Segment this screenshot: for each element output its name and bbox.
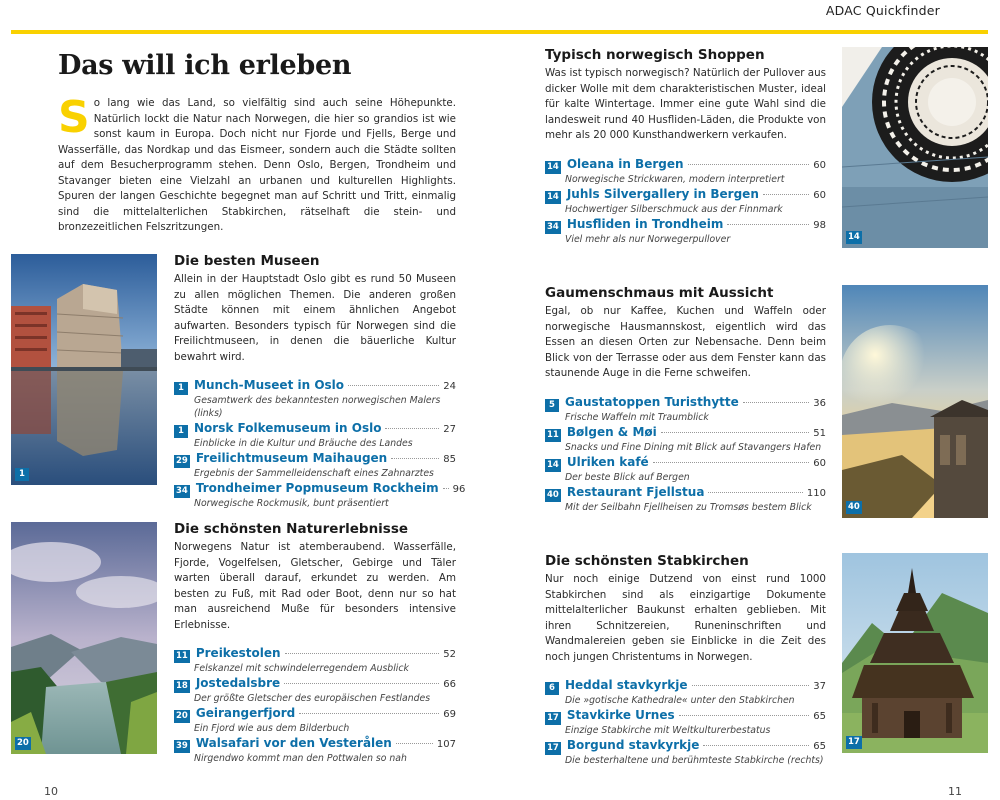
item-number-badge: 18 (176, 681, 188, 691)
leader-dots (396, 743, 433, 744)
item-link[interactable]: Juhls Silvergallery in Bergen (566, 186, 759, 201)
stave-church-illustration (842, 553, 988, 753)
page-reference: 60 (813, 189, 826, 201)
header-brand: ADAC Quickfinder (825, 3, 940, 18)
item-description: Frische Waffeln mit Traumblick (565, 411, 709, 423)
item-description: Der größte Gletscher des europäischen Festlandes (194, 693, 431, 704)
leader-dots (703, 745, 809, 746)
list-item (545, 738, 826, 767)
page-reference: 107 (436, 739, 456, 750)
page-reference: 69 (443, 709, 456, 720)
section-nature (174, 521, 456, 766)
photo-munch-museum (11, 254, 157, 485)
list-item (545, 217, 826, 246)
item-link[interactable]: Bølgen & Møi (566, 424, 657, 439)
item-link[interactable]: Preikestolen (195, 646, 281, 660)
leader-dots (653, 462, 810, 463)
leader-dots (348, 385, 439, 386)
item-link[interactable]: Stavkirke Urnes (566, 708, 675, 722)
item-link[interactable]: Freilichtmuseum Maihaugen (195, 451, 388, 465)
intro-dropcap: S (58, 92, 90, 143)
item-description: Gesamtwerk des bekanntesten norwegischen Malers (links) (194, 395, 441, 419)
list-item (545, 678, 826, 707)
item-number-badge: 40 (547, 489, 559, 500)
section-text: Norwegens Natur ist atemberaubend. Wasserfälle, Fjorde, Vogelfelsen, Gletscher, Gebirge und Täler warten überall darauf, erkundet zu werden. Am besten zu Fuß, mit Rad oder Boot, denn nur so hat man ausreichend Muße für besonders intensive Erlebnisse. (174, 541, 456, 631)
fjord-illustration (11, 522, 157, 754)
intro-text: o lang wie das Land, so vielfältig sind auch seine Höhepunkte. Natürlich lockt die Natur nach Norwegen, die hier so grandios ist wie sonst kaum in Europa. Doch nicht nur Fjorde und Fjells, Berge und Wasserfälle, das Nordkap und das Eismeer, sondern auch die Städte sollten auf dem Besucherprogramm stehen. Denn Oslo, Bergen, Trondheim und Stavanger bieten eine Vielzahl an urbanen und kulturellen Highlights. Spuren der langen Geschichte begegnet man auf Schritt und Tritt, einmalig sind die mittelalterlichen Stabkirchen, rätselhaft die stein- und bronzezeitlichen Felszritzungen. (58, 97, 456, 233)
photo-badge: 40 (848, 502, 860, 512)
item-link[interactable]: Jostedalsbre (195, 676, 281, 690)
item-number-badge: 14 (547, 161, 559, 172)
section-text: Allein in der Hauptstadt Oslo gibt es rund 50 Museen zu allen möglichen Themen. Die anderen großen Städte können mit einem ähnlichen Angebot aufwarten. Besonders typisch für Norwegen sind die Freilichtmuseen, in denen die bäuerliche Kultur bewahrt wird. (174, 273, 456, 363)
page-reference: 37 (813, 681, 826, 692)
list-item (545, 157, 826, 186)
item-number-badge: 34 (176, 486, 188, 496)
list-item (545, 708, 826, 737)
leader-dots (763, 194, 809, 195)
page-reference: 60 (813, 457, 826, 469)
section-stave-churches (545, 553, 826, 768)
highlight-list (174, 646, 456, 765)
leader-dots (299, 713, 439, 714)
section-title: Die besten Museen (174, 253, 320, 269)
page-reference: 36 (813, 397, 826, 409)
leader-dots (661, 432, 810, 433)
leader-dots (285, 653, 440, 654)
item-number-badge: 20 (176, 711, 188, 721)
item-description: Norwegische Rockmusik, bunt präsentiert (194, 498, 389, 509)
leader-dots (692, 685, 810, 686)
page-reference: 24 (443, 381, 456, 392)
item-number-badge: 1 (174, 425, 188, 438)
item-description: Die besterhaltene und berühmteste Stabkirche (rechts) (565, 755, 824, 766)
leader-dots (679, 715, 810, 716)
list-item (174, 646, 456, 675)
item-link[interactable]: Heddal stavkyrkje (565, 678, 688, 692)
section-text: Was ist typisch norwegisch? Natürlich der Pullover aus dicker Wolle mit dem charakteristischen Muster, ideal für kalte Wintertage. Immer eine gute Wahl sind die landesweit rund 40 Husfliden-Läden, die Produkte von mehr als 20 000 Kunsthandwerkern verkaufen. (545, 67, 826, 141)
item-number-badge: 17 (547, 713, 559, 723)
page-number-left: 10 (44, 785, 58, 798)
page-reference: 66 (443, 679, 456, 690)
leader-dots (727, 224, 809, 225)
page-reference: 65 (813, 741, 826, 752)
item-link[interactable]: Norsk Folkemuseum in Oslo (194, 421, 382, 435)
item-description: Mit der Seilbahn Fjellheisen zu Tromsøs bestem Blick (565, 501, 812, 513)
section-museums (174, 253, 466, 511)
section-title: Die schönsten Stabkirchen (545, 553, 749, 569)
section-text: Egal, ob nur Kaffee, Kuchen und Waffeln oder norwegische Hausmannskost, eigentlich wird das Essen an diesen Orten zur Nebensache. Denn beim Blick von der Terrasse oder aus dem Fenster kann das staunende Auge in die Ferne schweifen. (545, 305, 826, 379)
item-number-badge: 6 (545, 682, 559, 695)
item-link[interactable]: Gaustatoppen Turisthytte (565, 394, 739, 409)
photo-badge: 20 (17, 738, 29, 748)
section-title: Typisch norwegisch Shoppen (545, 47, 765, 63)
item-link[interactable]: Husfliden in Trondheim (566, 216, 724, 231)
item-number-badge: 14 (547, 191, 559, 202)
page-reference: 85 (443, 454, 456, 465)
item-link[interactable]: Restaurant Fjellstua (566, 484, 705, 499)
page-reference: 98 (813, 219, 826, 231)
header-accent-bar (11, 30, 988, 34)
leader-dots (743, 402, 809, 403)
item-description: Ergebnis der Sammelleidenschaft eines Zahnarztes (194, 468, 434, 479)
leader-dots (443, 488, 449, 489)
page-reference: 110 (806, 487, 826, 499)
photo-badge: 14 (848, 232, 860, 242)
item-description: Der beste Blick auf Bergen (565, 471, 690, 483)
page-reference: 52 (443, 649, 456, 660)
section-title: Gaumenschmaus mit Aussicht (545, 285, 774, 301)
list-item (174, 451, 456, 480)
list-item (545, 425, 826, 454)
list-item (174, 706, 456, 735)
section-text: Nur noch einige Dutzend von einst rund 1000 Stabkirchen sind als einzigartige Dokumente mittelalterlicher Baukunst erhalten geblieben. Mit ihren Schnitzereien, Runeninschriften und Wandmalereien geben sie Einblicke in die Zeit des noch jungen Christentums in Norwegen. (545, 573, 826, 663)
item-description: Ein Fjord wie aus dem Bilderbuch (194, 723, 350, 734)
item-description: Viel mehr als nur Norwegerpullover (565, 233, 731, 245)
leader-dots (391, 458, 439, 459)
list-item (545, 187, 826, 216)
leader-dots (385, 428, 439, 429)
item-number-badge: 11 (176, 651, 188, 661)
photo-geirangerfjord (11, 522, 157, 754)
list-item (545, 485, 826, 514)
item-description: Einzige Stabkirche mit Weltkulturerbestatus (565, 725, 771, 736)
leader-dots (708, 492, 802, 493)
highlight-list (545, 157, 826, 246)
list-item (174, 421, 456, 450)
list-item (545, 455, 826, 484)
intro-paragraph (58, 92, 456, 236)
page-reference: 96 (452, 484, 466, 495)
item-number-badge: 14 (547, 459, 559, 470)
list-item (174, 378, 456, 420)
leader-dots (284, 683, 439, 684)
highlight-list (174, 378, 466, 510)
item-number-badge: 11 (547, 429, 559, 440)
item-link[interactable]: Trondheimer Popmuseum Rockheim (195, 481, 439, 495)
page-reference: 60 (813, 159, 826, 171)
item-description: Die »gotische Kathedrale« unter den Stabkirchen (565, 695, 795, 706)
highlight-list (545, 395, 826, 514)
item-description: Einblicke in die Kultur und Bräuche des Landes (194, 438, 413, 449)
page-reference: 51 (813, 427, 826, 439)
photo-knitwear (842, 47, 988, 248)
item-link[interactable]: Ulriken kafé (566, 454, 649, 469)
item-description: Hochwertiger Silberschmuck aus der Finnmark (565, 203, 783, 215)
item-link[interactable]: Munch-Museet in Oslo (194, 378, 345, 392)
sunset-illustration (842, 285, 988, 518)
item-description: Snacks und Fine Dining mit Blick auf Stavangers Hafen (565, 441, 822, 453)
photo-sunset-view (842, 285, 988, 518)
item-number-badge: 29 (176, 456, 188, 466)
item-number-badge: 1 (174, 382, 188, 395)
item-number-badge: 17 (547, 743, 559, 753)
item-number-badge: 5 (545, 399, 559, 412)
page-title: Das will ich erleben (58, 50, 352, 81)
photo-badge: 1 (15, 468, 29, 481)
page-reference: 27 (443, 424, 456, 435)
item-link[interactable]: Walsafari vor den Vesterålen (195, 736, 392, 750)
munch-museum-illustration (11, 254, 157, 485)
list-item (174, 676, 456, 705)
photo-stave-church (842, 553, 988, 753)
list-item (174, 736, 456, 765)
list-item (545, 395, 826, 424)
page-number-right: 11 (948, 785, 962, 798)
item-link[interactable]: Borgund stavkyrkje (566, 738, 700, 752)
leader-dots (688, 164, 810, 165)
list-item (174, 481, 466, 510)
knitwear-illustration (842, 47, 988, 248)
item-number-badge: 39 (176, 741, 188, 751)
item-description: Nirgendwo kommt man den Pottwalen so nah (194, 753, 407, 764)
section-shopping (545, 47, 826, 247)
section-food-views (545, 285, 826, 515)
item-description: Norwegische Strickwaren, modern interpretiert (565, 173, 785, 185)
item-link[interactable]: Oleana in Bergen (566, 156, 684, 171)
highlight-list (545, 678, 826, 767)
item-number-badge: 34 (547, 221, 559, 232)
photo-badge: 17 (848, 737, 860, 747)
item-link[interactable]: Geirangerfjord (195, 706, 296, 720)
item-description: Felskanzel mit schwindelerregendem Ausblick (194, 663, 409, 674)
page-reference: 65 (813, 711, 826, 722)
section-title: Die schönsten Naturerlebnisse (174, 521, 409, 537)
